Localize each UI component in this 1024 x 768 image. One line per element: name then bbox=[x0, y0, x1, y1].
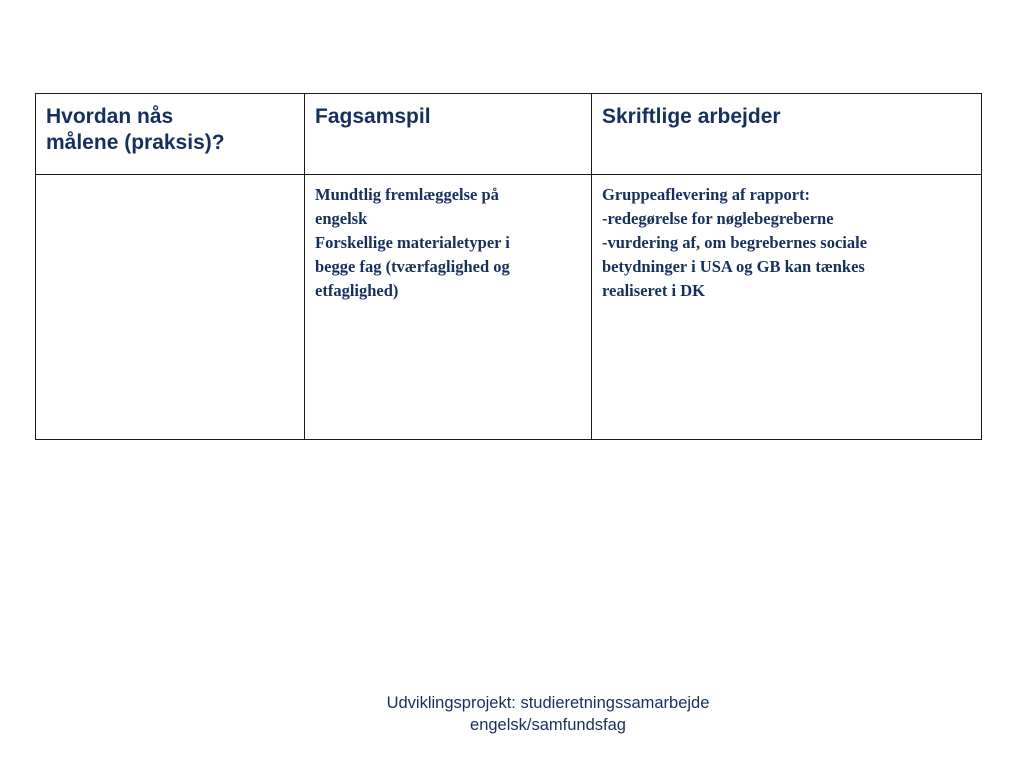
header-cell-interplay bbox=[305, 94, 592, 175]
interplay-text bbox=[305, 175, 591, 303]
footer-line-2: engelsk/samfundsfag bbox=[470, 716, 626, 734]
header-practice-line-1: Hvordan nås bbox=[46, 105, 174, 128]
header-row bbox=[36, 94, 982, 175]
written-work-line: betydninger i USA og GB kan tænkes bbox=[602, 257, 865, 276]
header-interplay-text: Fagsamspil bbox=[315, 105, 431, 128]
body-cell-practice bbox=[36, 175, 305, 440]
header-practice-text bbox=[36, 94, 304, 156]
body-row bbox=[36, 175, 982, 440]
written-work-line: Gruppeaflevering af rapport: bbox=[602, 185, 811, 204]
slide-footer bbox=[248, 692, 848, 736]
body-cell-written-work bbox=[592, 175, 982, 440]
footer-line-1: Udviklingsprojekt: studieretningssamarbejde bbox=[386, 694, 710, 712]
interplay-line: Forskellige materialetyper i bbox=[315, 233, 510, 252]
body-cell-interplay bbox=[305, 175, 592, 440]
interplay-line: etfaglighed) bbox=[315, 281, 399, 300]
written-work-line: realiseret i DK bbox=[602, 281, 705, 300]
header-cell-written-work bbox=[592, 94, 982, 175]
header-written-work-text: Skriftlige arbejder bbox=[602, 105, 781, 128]
written-work-line: -vurdering af, om begrebernes sociale bbox=[602, 233, 868, 252]
written-work-line: -redegørelse for nøglebegreberne bbox=[602, 209, 834, 228]
interplay-line: engelsk bbox=[315, 209, 368, 228]
header-cell-practice bbox=[36, 94, 305, 175]
content-table bbox=[35, 93, 982, 440]
interplay-line: begge fag (tværfaglighed og bbox=[315, 257, 510, 276]
header-practice-line-2: målene (praksis)? bbox=[46, 131, 225, 154]
written-work-text bbox=[592, 175, 981, 303]
interplay-line: Mundtlig fremlæggelse på bbox=[315, 185, 499, 204]
